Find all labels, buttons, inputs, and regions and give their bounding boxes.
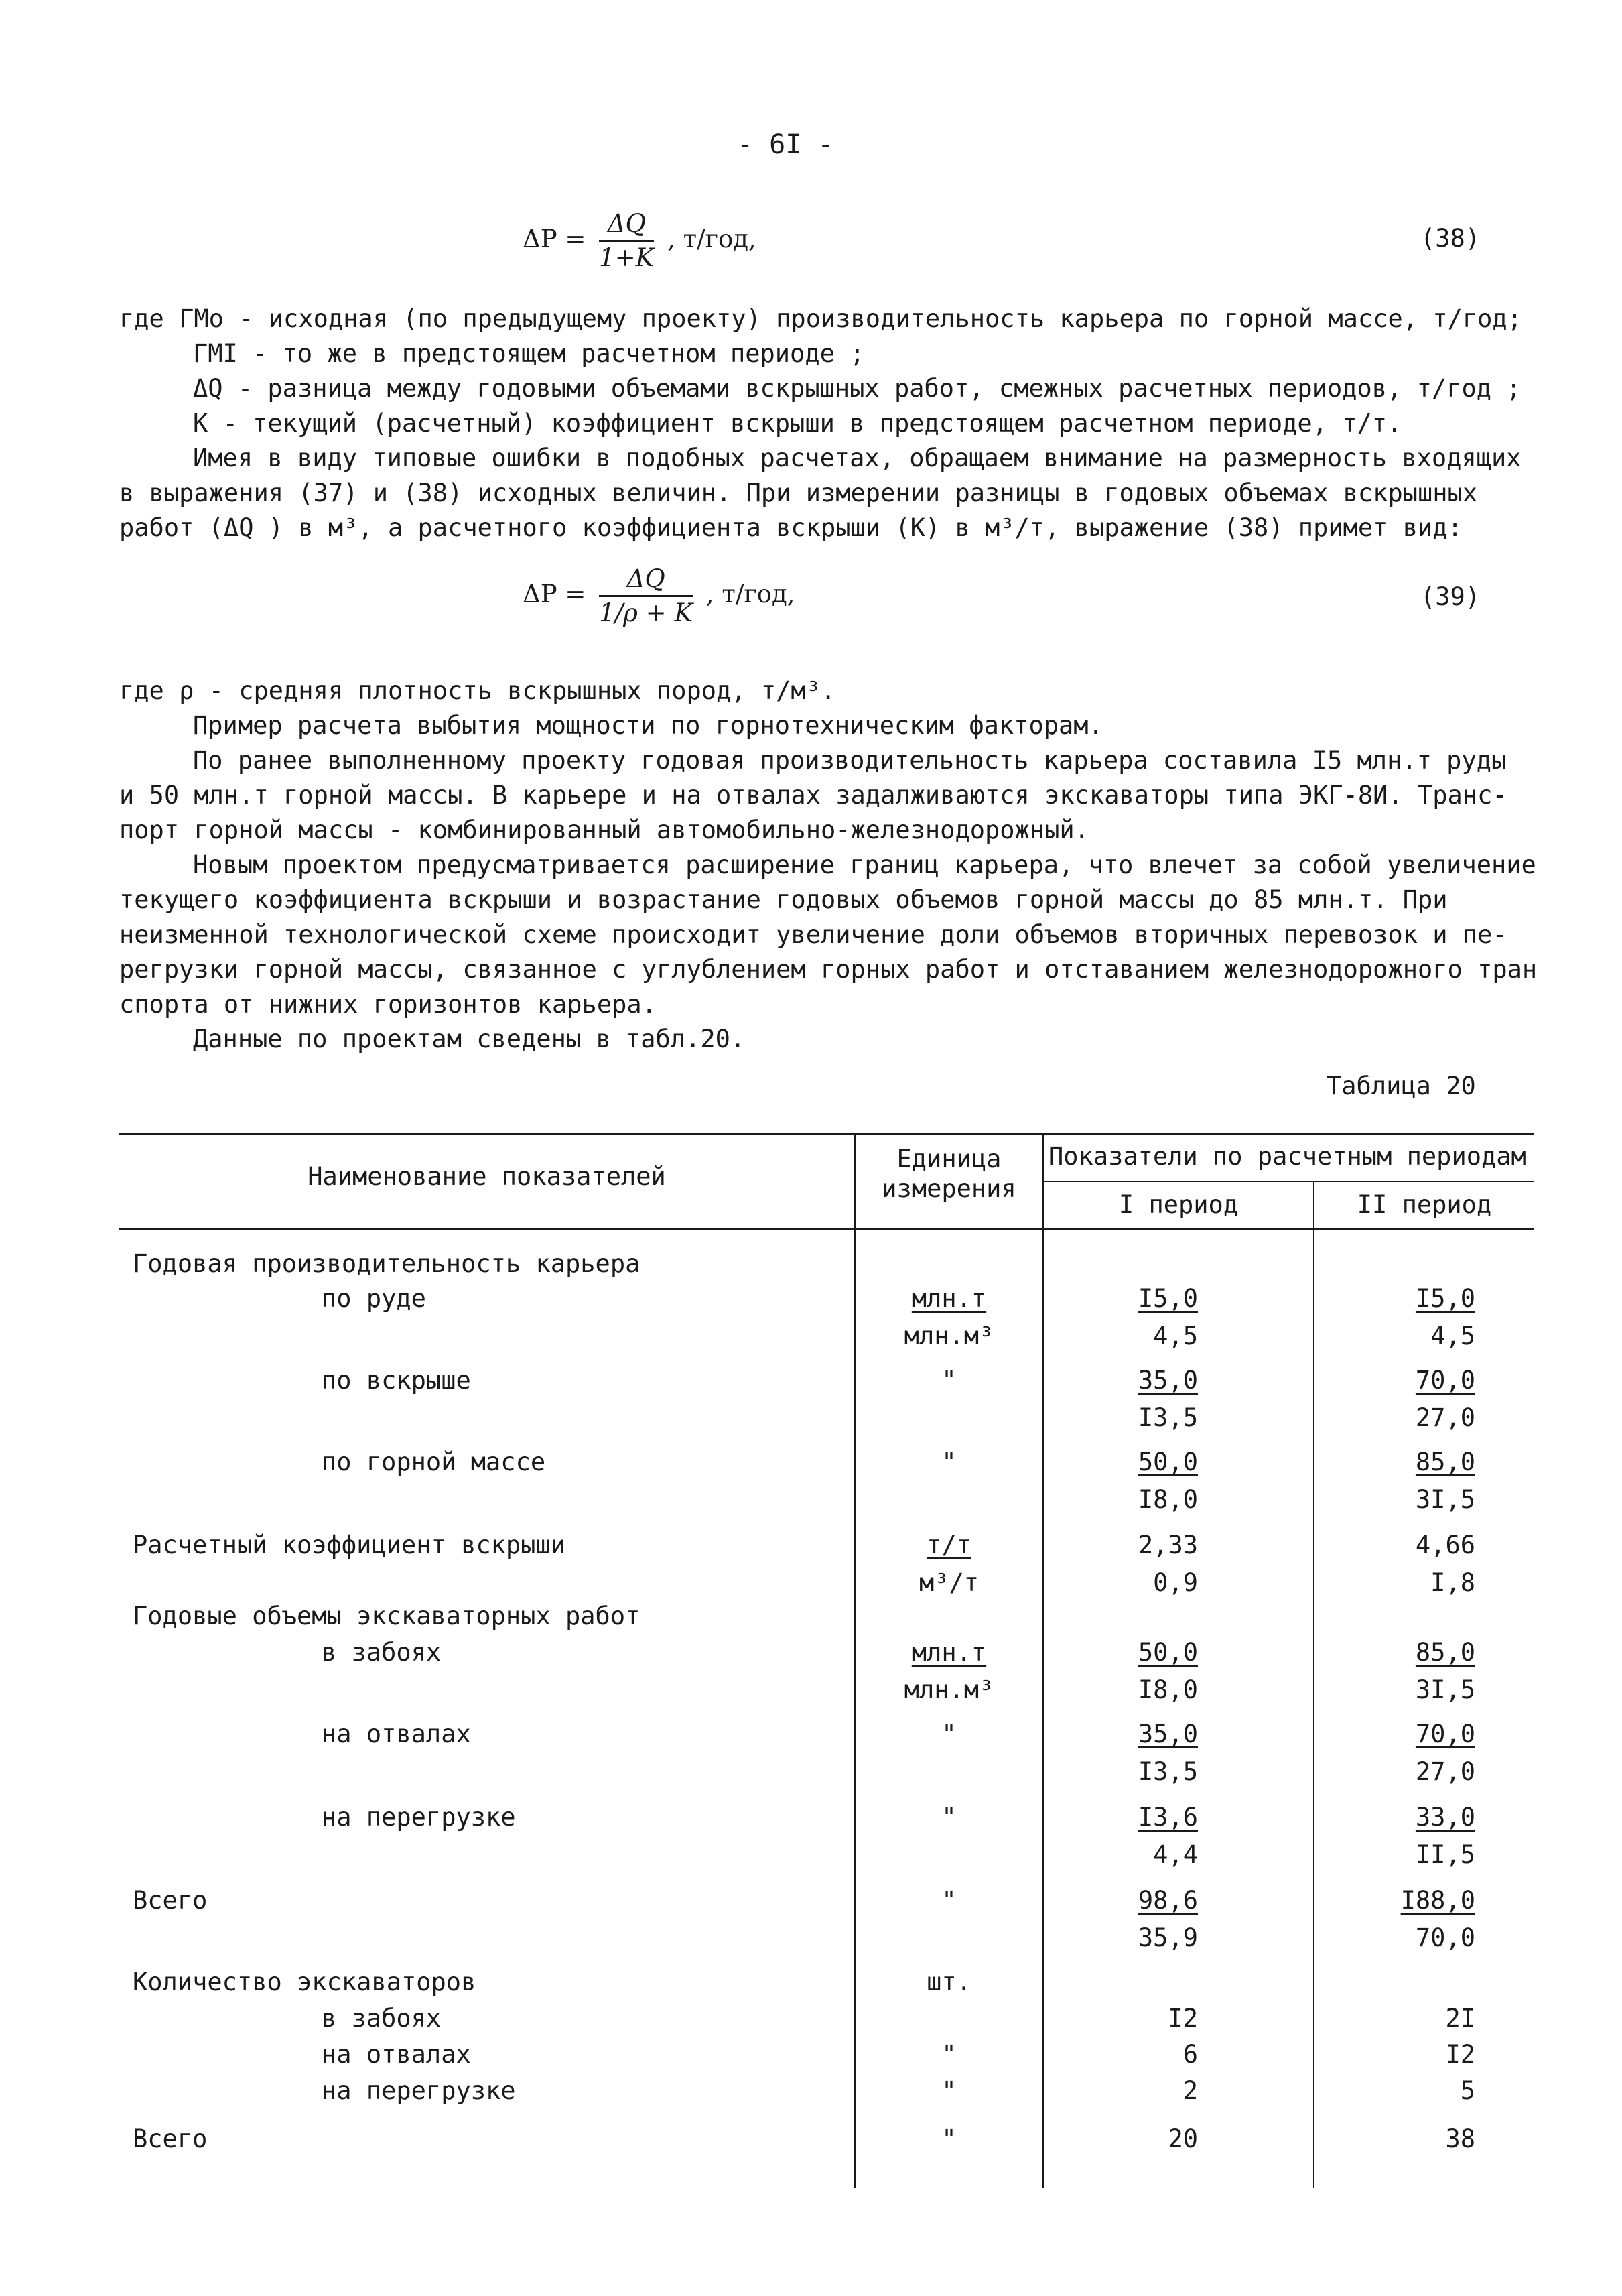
row-6-p2: 85,0 (1415, 1638, 1475, 1667)
row-12-unit: " (941, 2040, 957, 2069)
para4-line-5: спорта от нижних горизонтов карьера. (119, 990, 657, 1019)
row-13-unit: " (941, 2076, 957, 2105)
row-4-p1-second: 0,9 (1153, 1568, 1198, 1597)
row-1-p2-second: 4,5 (1430, 1322, 1475, 1350)
para4-line-1: Новым проектом предусматривается расширение границ карьера, что влечет за собой увеличение (193, 850, 1536, 879)
row-8-p2: 33,0 (1415, 1803, 1475, 1832)
row-11-p2: 2I (1445, 2004, 1475, 2033)
row-4-p1: 2,33 (1138, 1531, 1198, 1559)
formula-39-denominator: 1/ρ + K (599, 598, 693, 627)
row-9-p1: 98,6 (1138, 1886, 1198, 1915)
row-2-p1-second: I3,5 (1138, 1403, 1198, 1432)
definition-rho: где ρ - средняя плотность вскрышных пород, т/м³. (119, 676, 836, 705)
table-caption: Таблица 20 (1327, 1072, 1476, 1100)
row-7-p2: 70,0 (1415, 1720, 1475, 1748)
row-4-p2-second: I,8 (1430, 1568, 1475, 1597)
row-13-p2: 5 (1460, 2076, 1475, 2105)
definition-k: К - текущий (расчетный) коэффициент вскрыши в предстоящем расчетном периоде, т/т. (193, 409, 1402, 438)
row-13-p1: 2 (1182, 2076, 1198, 2105)
row-4-unit2: м³/т (919, 1568, 979, 1597)
formula-39 (523, 563, 795, 629)
header-period-1: I период (1118, 1190, 1239, 1219)
row-1-name: по руде (322, 1284, 426, 1313)
para4-line-3: неизменной технологической схеме происходит увеличение доли объемов вторичных перевозок и пе- (119, 920, 1507, 949)
row-8-name: на перегрузке (322, 1803, 516, 1832)
formula-39-numerator: ΔQ (599, 563, 693, 597)
row-14-p2: 38 (1445, 2124, 1475, 2153)
para3-line-2: и 50 млн.т горной массы. В карьере и на отвалах задалживаются экскаваторы типа ЭКГ-8И. Транс- (119, 781, 1507, 810)
row-6-p1: 50,0 (1138, 1638, 1198, 1667)
row-6-p2-second: 3I,5 (1415, 1675, 1475, 1704)
definition-gm1: ГМI - то же в предстоящем расчетном периоде ; (193, 339, 865, 368)
page-number: - 6I - (737, 129, 834, 160)
row-3-name: по горной массе (322, 1448, 546, 1476)
row-12-p2: I2 (1445, 2040, 1475, 2069)
table-top-rule (119, 1133, 1534, 1135)
table-group-rule (1042, 1181, 1534, 1182)
row-13-name: на перегрузке (322, 2076, 516, 2105)
row-6-name: в забоях (322, 1638, 442, 1667)
para1-line-3: работ (ΔQ ) в м³, а расчетного коэффициента вскрыши (К) в м³/т, выражение (38) примет вид: (119, 513, 1463, 542)
formula-39-unit: , т/год, (705, 580, 795, 609)
para3-line-3: порт горной массы - комбинированный автомобильно-железнодорожный. (119, 816, 1089, 844)
row-14-name: Всего (133, 2124, 208, 2153)
formula-38-unit: , т/год, (667, 225, 756, 253)
row-12-p1: 6 (1182, 2040, 1198, 2069)
row-4-p2: 4,66 (1415, 1531, 1475, 1559)
row-3-unit: " (941, 1448, 957, 1476)
formula-38-tag: (38) (1420, 224, 1481, 253)
formula-38-denominator: 1+K (599, 243, 655, 272)
row-6-unit: млн.т (911, 1638, 987, 1667)
header-unit: Единица измерения (882, 1145, 1016, 1203)
row-2-name: по вскрыше (322, 1366, 471, 1395)
row-1-unit2: млн.м³ (904, 1322, 994, 1350)
row-6-p1-second: I8,0 (1138, 1675, 1198, 1704)
formula-39-lhs: ΔP = (523, 580, 586, 609)
formula-38 (523, 208, 756, 274)
row-1-p1-second: 4,5 (1153, 1322, 1198, 1350)
row-1-p1: I5,0 (1138, 1284, 1198, 1313)
row-3-p1-second: I8,0 (1138, 1485, 1198, 1514)
definition-dq: ΔQ - разница между годовыми объемами вскрышных работ, смежных расчетных периодов, т/год ; (193, 374, 1522, 403)
row-9-p2: I88,0 (1400, 1886, 1475, 1915)
row-4-unit: т/т (927, 1531, 971, 1559)
row-7-unit: " (941, 1720, 957, 1748)
header-name: Наименование показателей (308, 1162, 666, 1191)
row-5-name: Годовые объемы экскаваторных работ (133, 1602, 640, 1631)
row-11-p1: I2 (1168, 2004, 1198, 2033)
row-8-unit: " (941, 1803, 957, 1832)
row-2-p2: 70,0 (1415, 1366, 1475, 1395)
row-1-p2: I5,0 (1415, 1284, 1475, 1313)
row-2-p1: 35,0 (1138, 1366, 1198, 1395)
row-1-unit: млн.т (911, 1284, 987, 1313)
row-7-p1: 35,0 (1138, 1720, 1198, 1748)
row-9-unit: " (941, 1886, 957, 1915)
row-10-name: Количество экскаваторов (133, 1968, 476, 1996)
row-2-unit: " (941, 1366, 957, 1395)
row-10-unit: шт. (927, 1968, 971, 1996)
row-8-p1: I3,6 (1138, 1803, 1198, 1832)
row-4-name: Расчетный коэффициент вскрыши (133, 1531, 566, 1559)
row-0-name: Годовая производительность карьера (133, 1249, 640, 1278)
row-9-name: Всего (133, 1886, 208, 1915)
para4-line-2: текущего коэффициента вскрыши и возрастание годовых объемов горной массы до 85 млн.т. При (119, 885, 1448, 914)
row-8-p2-second: II,5 (1415, 1840, 1475, 1869)
table-header-rule (119, 1228, 1534, 1230)
row-14-p1: 20 (1168, 2124, 1198, 2153)
row-2-p2-second: 27,0 (1415, 1403, 1475, 1432)
body-text (119, 674, 1538, 1057)
row-3-p2-second: 3I,5 (1415, 1485, 1475, 1514)
definition-gmo: где ГМо - исходная (по предыдущему проекту) производительность карьера по горной массе, т/год; (119, 304, 1522, 333)
row-9-p1-second: 35,9 (1138, 1923, 1198, 1952)
row-8-p1-second: 4,4 (1153, 1840, 1198, 1869)
header-period-2: II период (1357, 1190, 1492, 1219)
row-6-unit2: млн.м³ (904, 1675, 994, 1704)
formula-39-tag: (39) (1420, 582, 1481, 611)
para3-line-1: По ранее выполненному проекту годовая производительность карьера составила I5 млн.т руды (193, 746, 1507, 775)
row-14-unit: " (941, 2124, 957, 2153)
row-7-p1-second: I3,5 (1138, 1757, 1198, 1786)
row-3-p1: 50,0 (1138, 1448, 1198, 1476)
para1-line-1: Имея в виду типовые ошибки в подобных расчетах, обращаем внимание на размерность входящих (193, 444, 1522, 472)
para1-line-2: в выражения (37) и (38) исходных величин. При измерении разницы в годовых объемах вскрышных (119, 479, 1478, 507)
header-group: Показатели по расчетным периодам (1049, 1142, 1526, 1171)
row-12-name: на отвалах (322, 2040, 471, 2069)
definitions (119, 302, 1522, 546)
para5: Данные по проектам сведены в табл.20. (193, 1025, 746, 1054)
row-7-name: на отвалах (322, 1720, 471, 1748)
para4-line-4: регрузки горной массы, связанное с углублением горных работ и отставанием железнодорожного тран (119, 955, 1538, 984)
para2: Пример расчета выбытия мощности по горнотехническим факторам. (193, 711, 1103, 740)
row-3-p2: 85,0 (1415, 1448, 1475, 1476)
row-11-name: в забоях (322, 2004, 442, 2033)
formula-38-lhs: ΔP = (523, 225, 586, 253)
row-7-p2-second: 27,0 (1415, 1757, 1475, 1786)
formula-38-numerator: ΔQ (599, 208, 654, 242)
row-9-p2-second: 70,0 (1415, 1923, 1475, 1952)
